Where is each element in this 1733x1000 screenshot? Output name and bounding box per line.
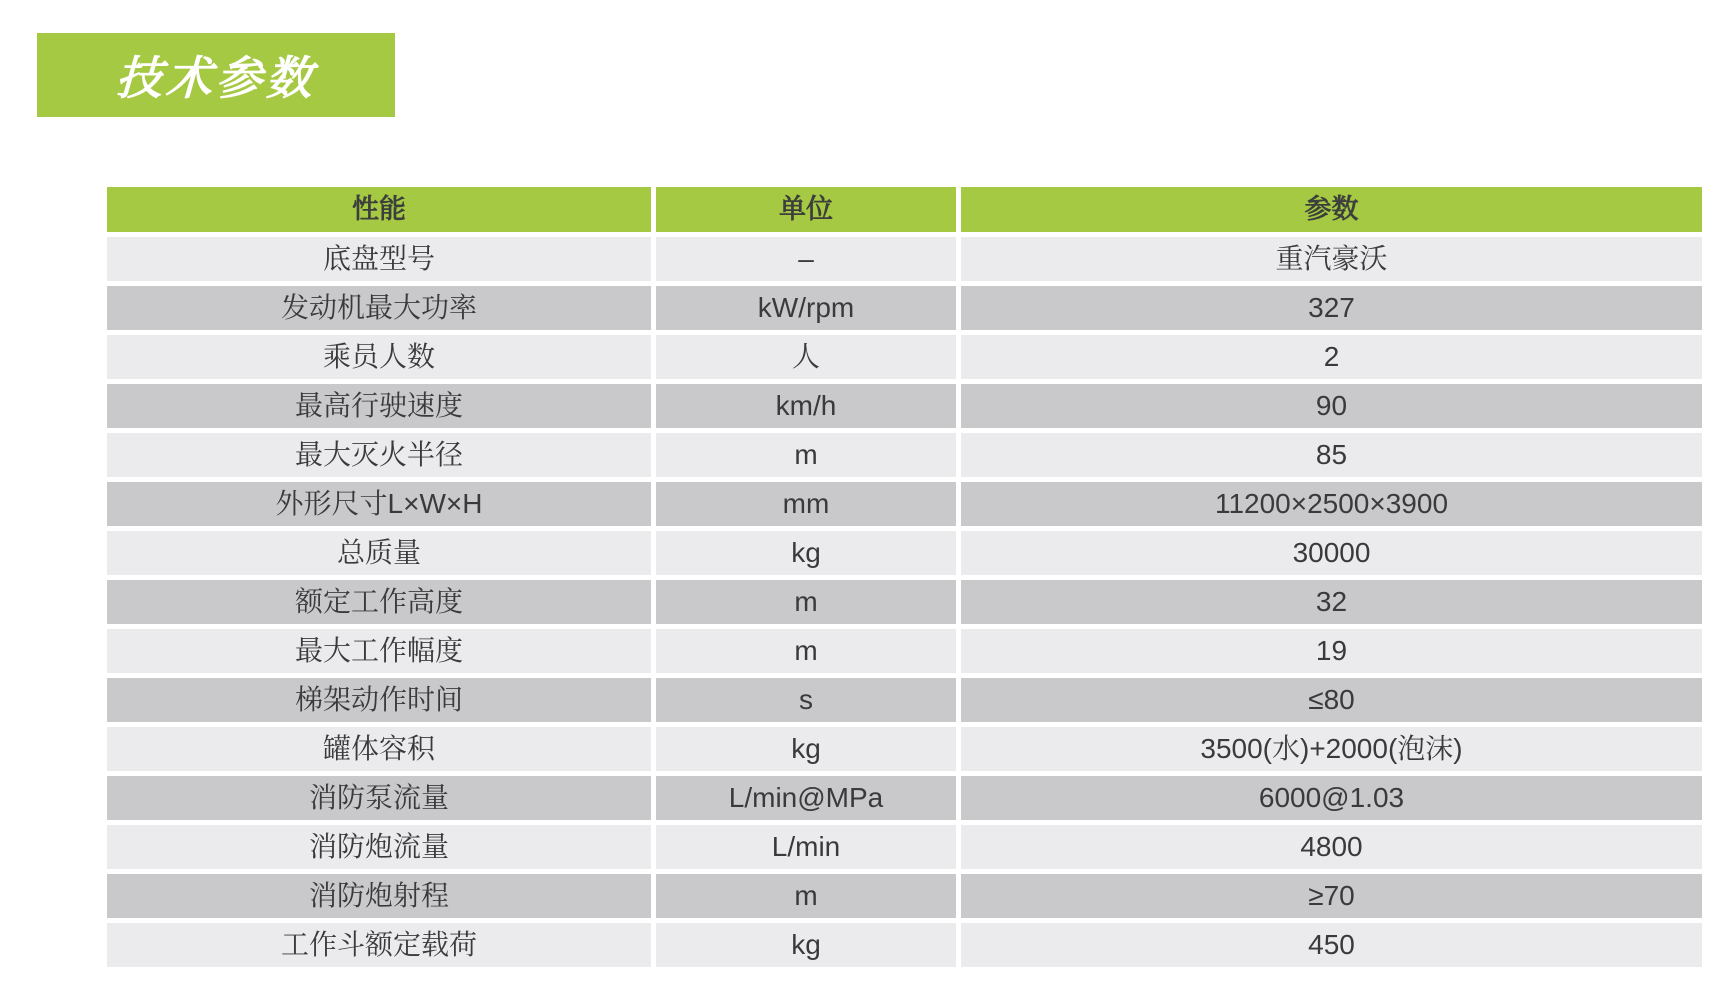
spec-value-cell: 30000 bbox=[961, 531, 1702, 575]
spec-unit-cell: m bbox=[656, 629, 956, 673]
spec-value-cell: 4800 bbox=[961, 825, 1702, 869]
spec-value-cell: 重汽豪沃 bbox=[961, 237, 1702, 281]
header-unit: 单位 bbox=[656, 187, 956, 232]
spec-name-cell: 梯架动作时间 bbox=[107, 678, 651, 722]
table-row bbox=[107, 482, 1702, 526]
spec-name-cell: 额定工作高度 bbox=[107, 580, 651, 624]
spec-value-cell: 3500(水)+2000(泡沫) bbox=[961, 727, 1702, 771]
table-row bbox=[107, 678, 1702, 722]
spec-value-cell: 2 bbox=[961, 335, 1702, 379]
spec-unit-cell: – bbox=[656, 237, 956, 281]
spec-unit-cell: kW/rpm bbox=[656, 286, 956, 330]
table-row bbox=[107, 923, 1702, 967]
spec-value-cell: 85 bbox=[961, 433, 1702, 477]
spec-unit-cell: m bbox=[656, 433, 956, 477]
header-parameter: 参数 bbox=[961, 187, 1702, 232]
table-row bbox=[107, 433, 1702, 477]
table-row bbox=[107, 825, 1702, 869]
section-title-box bbox=[37, 33, 395, 117]
spec-unit-cell: s bbox=[656, 678, 956, 722]
spec-name-cell: 消防炮流量 bbox=[107, 825, 651, 869]
spec-value-cell: 6000@1.03 bbox=[961, 776, 1702, 820]
table-row bbox=[107, 531, 1702, 575]
spec-name-cell: 底盘型号 bbox=[107, 237, 651, 281]
spec-name-cell: 工作斗额定载荷 bbox=[107, 923, 651, 967]
table-row bbox=[107, 384, 1702, 428]
table-row bbox=[107, 776, 1702, 820]
spec-value-cell: 11200×2500×3900 bbox=[961, 482, 1702, 526]
spec-name-cell: 消防泵流量 bbox=[107, 776, 651, 820]
table-row bbox=[107, 727, 1702, 771]
spec-unit-cell: kg bbox=[656, 923, 956, 967]
spec-value-cell: 32 bbox=[961, 580, 1702, 624]
table-row bbox=[107, 580, 1702, 624]
spec-table bbox=[107, 187, 1702, 967]
spec-name-cell: 总质量 bbox=[107, 531, 651, 575]
spec-name-cell: 最高行驶速度 bbox=[107, 384, 651, 428]
table-header-row bbox=[107, 187, 1702, 232]
table-row bbox=[107, 237, 1702, 281]
spec-unit-cell: m bbox=[656, 580, 956, 624]
spec-value-cell: 450 bbox=[961, 923, 1702, 967]
spec-value-cell: 19 bbox=[961, 629, 1702, 673]
spec-unit-cell: kg bbox=[656, 727, 956, 771]
spec-unit-cell: 人 bbox=[656, 335, 956, 379]
table-row bbox=[107, 335, 1702, 379]
table-row bbox=[107, 286, 1702, 330]
spec-unit-cell: L/min@MPa bbox=[656, 776, 956, 820]
spec-name-cell: 最大工作幅度 bbox=[107, 629, 651, 673]
spec-name-cell: 罐体容积 bbox=[107, 727, 651, 771]
spec-unit-cell: m bbox=[656, 874, 956, 918]
header-performance: 性能 bbox=[107, 187, 651, 232]
spec-name-cell: 消防炮射程 bbox=[107, 874, 651, 918]
spec-unit-cell: kg bbox=[656, 531, 956, 575]
spec-unit-cell: mm bbox=[656, 482, 956, 526]
spec-name-cell: 最大灭火半径 bbox=[107, 433, 651, 477]
spec-name-cell: 发动机最大功率 bbox=[107, 286, 651, 330]
spec-unit-cell: km/h bbox=[656, 384, 956, 428]
spec-unit-cell: L/min bbox=[656, 825, 956, 869]
table-row bbox=[107, 629, 1702, 673]
spec-name-cell: 乘员人数 bbox=[107, 335, 651, 379]
spec-value-cell: 327 bbox=[961, 286, 1702, 330]
section-title: 技术参数 bbox=[114, 52, 317, 104]
spec-value-cell: ≤80 bbox=[961, 678, 1702, 722]
table-row bbox=[107, 874, 1702, 918]
spec-name-cell: 外形尺寸L×W×H bbox=[107, 482, 651, 526]
spec-value-cell: ≥70 bbox=[961, 874, 1702, 918]
spec-value-cell: 90 bbox=[961, 384, 1702, 428]
